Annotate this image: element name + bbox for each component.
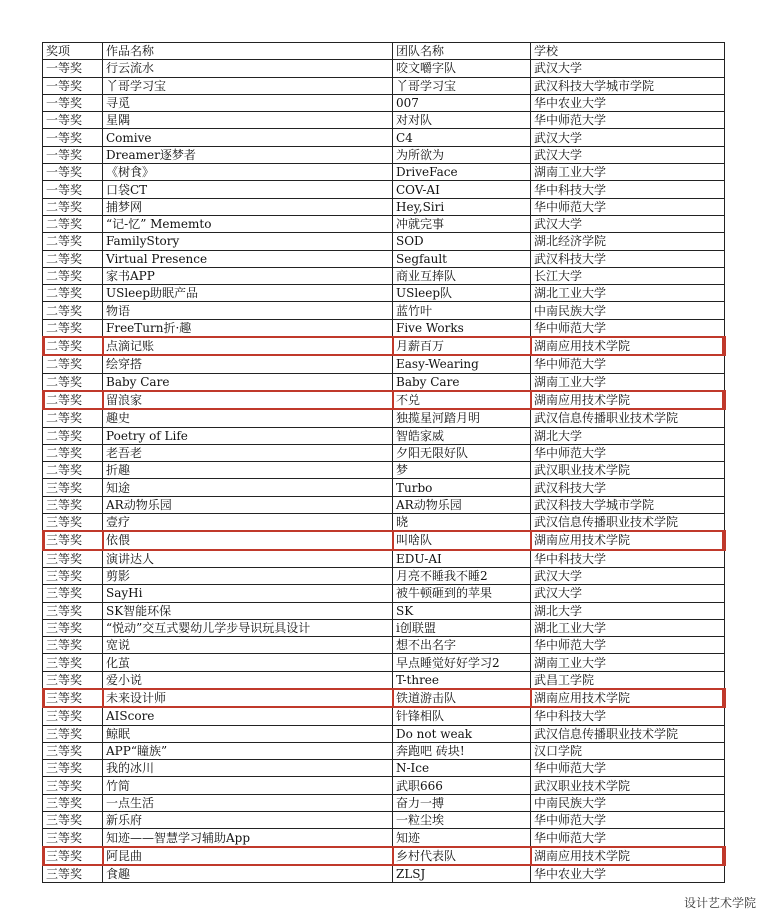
cell-work-name: 行云流水	[103, 60, 393, 77]
table-row-highlighted	[43, 689, 725, 707]
cell-work-name: 食趣	[103, 865, 393, 883]
table-body	[43, 60, 725, 883]
cell-work-name: 捕梦网	[103, 198, 393, 215]
cell-team-name: 007	[393, 94, 531, 111]
cell-work-name: 物语	[103, 302, 393, 319]
cell-work-name: Virtual Presence	[103, 250, 393, 267]
cell-work-name: 星隅	[103, 112, 393, 129]
cell-award: 三等奖	[43, 707, 103, 725]
cell-work-name: 化茧	[103, 654, 393, 671]
cell-award: 二等奖	[43, 462, 103, 479]
cell-award: 二等奖	[43, 198, 103, 215]
cell-award: 二等奖	[43, 267, 103, 284]
cell-school: 武汉职业技术学院	[531, 462, 725, 479]
cell-work-name: 留浪家	[103, 391, 393, 409]
cell-team-name: AR动物乐园	[393, 496, 531, 513]
cell-award: 三等奖	[43, 619, 103, 636]
table-row	[43, 355, 725, 373]
cell-award: 二等奖	[43, 319, 103, 337]
table-row	[43, 550, 725, 568]
table-row	[43, 637, 725, 654]
cell-award: 三等奖	[43, 760, 103, 777]
cell-award: 一等奖	[43, 181, 103, 198]
cell-award: 三等奖	[43, 865, 103, 883]
cell-school: 武汉科技大学城市学院	[531, 496, 725, 513]
cell-team-name: N-Ice	[393, 760, 531, 777]
cell-work-name: Dreamer逐梦者	[103, 146, 393, 163]
cell-team-name: 晓	[393, 514, 531, 532]
cell-school: 湖北经济学院	[531, 233, 725, 250]
cell-work-name: 丫哥学习宝	[103, 77, 393, 94]
cell-team-name: 商业互捧队	[393, 267, 531, 284]
cell-school: 华中师范大学	[531, 760, 725, 777]
cell-award: 三等奖	[43, 479, 103, 496]
cell-work-name: AR动物乐园	[103, 496, 393, 513]
table-row	[43, 302, 725, 319]
cell-award: 二等奖	[43, 302, 103, 319]
table-row	[43, 585, 725, 602]
cell-team-name: 奋力一搏	[393, 794, 531, 811]
cell-award: 三等奖	[43, 531, 103, 549]
cell-school: 华中农业大学	[531, 865, 725, 883]
cell-school: 湖北大学	[531, 427, 725, 444]
cell-work-name: 《树食》	[103, 164, 393, 181]
cell-work-name: 知迹——智慧学习辅助App	[103, 829, 393, 847]
cell-school: 中南民族大学	[531, 302, 725, 319]
cell-team-name: DriveFace	[393, 164, 531, 181]
cell-school: 湖南应用技术学院	[531, 689, 725, 707]
table-row	[43, 319, 725, 337]
cell-team-name: 一粒尘埃	[393, 812, 531, 829]
cell-team-name: 蓝竹叶	[393, 302, 531, 319]
cell-school: 湖南工业大学	[531, 164, 725, 181]
cell-award: 三等奖	[43, 671, 103, 689]
cell-award: 三等奖	[43, 812, 103, 829]
cell-team-name: 奔跑吧 砖块!	[393, 742, 531, 759]
cell-team-name: 丫哥学习宝	[393, 77, 531, 94]
table-row	[43, 146, 725, 163]
cell-award: 二等奖	[43, 250, 103, 267]
cell-work-name: 点滴记账	[103, 337, 393, 355]
cell-team-name: Turbo	[393, 479, 531, 496]
table-row	[43, 285, 725, 302]
cell-school: 武汉科技大学	[531, 479, 725, 496]
cell-work-name: Comive	[103, 129, 393, 146]
cell-school: 华中师范大学	[531, 637, 725, 654]
table-row	[43, 602, 725, 619]
cell-award: 三等奖	[43, 829, 103, 847]
watermark-text: 设计艺术学院	[683, 896, 756, 910]
cell-team-name: ZLSJ	[393, 865, 531, 883]
table-row	[43, 409, 725, 427]
cell-work-name: AIScore	[103, 707, 393, 725]
cell-school: 湖北大学	[531, 602, 725, 619]
cell-work-name: SayHi	[103, 585, 393, 602]
cell-school: 汉口学院	[531, 742, 725, 759]
cell-school: 华中师范大学	[531, 198, 725, 215]
cell-team-name: 不兑	[393, 391, 531, 409]
cell-team-name: SK	[393, 602, 531, 619]
cell-work-name: 寻觅	[103, 94, 393, 111]
cell-award: 三等奖	[43, 847, 103, 865]
cell-work-name: 趣史	[103, 409, 393, 427]
cell-school: 华中师范大学	[531, 444, 725, 461]
table-row	[43, 794, 725, 811]
cell-work-name: 口袋CT	[103, 181, 393, 198]
cell-work-name: 壹疗	[103, 514, 393, 532]
award-table	[42, 42, 725, 883]
cell-team-name: T-three	[393, 671, 531, 689]
cell-team-name: 月薪百万	[393, 337, 531, 355]
cell-team-name: C4	[393, 129, 531, 146]
cell-work-name: Baby Care	[103, 373, 393, 391]
cell-award: 二等奖	[43, 373, 103, 391]
cell-school: 华中科技大学	[531, 181, 725, 198]
table-row	[43, 267, 725, 284]
cell-work-name: USleep助眠产品	[103, 285, 393, 302]
table-row	[43, 707, 725, 725]
cell-work-name: “悦动”交互式婴幼儿学步导识玩具设计	[103, 619, 393, 636]
table-row-highlighted	[43, 847, 725, 865]
cell-work-name: 知途	[103, 479, 393, 496]
cell-award: 三等奖	[43, 794, 103, 811]
cell-award: 二等奖	[43, 391, 103, 409]
cell-work-name: 竹简	[103, 777, 393, 794]
cell-award: 三等奖	[43, 654, 103, 671]
cell-team-name: Segfault	[393, 250, 531, 267]
table-row	[43, 479, 725, 496]
cell-school: 武汉信息传播职业技术学院	[531, 725, 725, 742]
cell-school: 武汉大学	[531, 129, 725, 146]
table-row	[43, 112, 725, 129]
cell-award: 三等奖	[43, 567, 103, 584]
cell-award: 三等奖	[43, 637, 103, 654]
cell-work-name: 依偎	[103, 531, 393, 549]
cell-school: 华中科技大学	[531, 707, 725, 725]
table-row	[43, 462, 725, 479]
table-row-highlighted	[43, 531, 725, 549]
cell-work-name: 绘穿搭	[103, 355, 393, 373]
cell-work-name: 鲸眠	[103, 725, 393, 742]
cell-award: 三等奖	[43, 550, 103, 568]
cell-work-name: 折趣	[103, 462, 393, 479]
cell-team-name: Baby Care	[393, 373, 531, 391]
cell-team-name: 梦	[393, 462, 531, 479]
cell-team-name: 为所欲为	[393, 146, 531, 163]
cell-school: 湖南工业大学	[531, 373, 725, 391]
cell-school: 武汉大学	[531, 585, 725, 602]
cell-school: 武汉职业技术学院	[531, 777, 725, 794]
cell-award: 二等奖	[43, 355, 103, 373]
cell-team-name: Hey,Siri	[393, 198, 531, 215]
cell-team-name: 智皓家威	[393, 427, 531, 444]
cell-school: 华中师范大学	[531, 112, 725, 129]
table-row	[43, 496, 725, 513]
table-row	[43, 567, 725, 584]
cell-team-name: EDU-AI	[393, 550, 531, 568]
cell-team-name: 针锋相队	[393, 707, 531, 725]
cell-award: 三等奖	[43, 496, 103, 513]
table-row	[43, 215, 725, 232]
table-row	[43, 760, 725, 777]
cell-school: 武汉科技大学	[531, 250, 725, 267]
cell-team-name: 对对队	[393, 112, 531, 129]
cell-team-name: 武职666	[393, 777, 531, 794]
cell-school: 华中农业大学	[531, 94, 725, 111]
cell-award: 二等奖	[43, 215, 103, 232]
cell-work-name: 一点生活	[103, 794, 393, 811]
cell-award: 三等奖	[43, 602, 103, 619]
table-row	[43, 129, 725, 146]
cell-work-name: FreeTurn折·趣	[103, 319, 393, 337]
cell-work-name: 剪影	[103, 567, 393, 584]
cell-school: 武汉大学	[531, 146, 725, 163]
cell-team-name: i创联盟	[393, 619, 531, 636]
cell-work-name: APP“瞳族”	[103, 742, 393, 759]
table-row	[43, 829, 725, 847]
cell-school: 湖南应用技术学院	[531, 337, 725, 355]
cell-school: 湖北工业大学	[531, 619, 725, 636]
cell-school: 武汉信息传播职业技术学院	[531, 409, 725, 427]
cell-team-name: Do not weak	[393, 725, 531, 742]
table-header-row	[43, 43, 725, 60]
cell-work-name: Poetry of Life	[103, 427, 393, 444]
header-award: 奖项	[43, 43, 103, 60]
cell-award: 一等奖	[43, 112, 103, 129]
cell-award: 三等奖	[43, 742, 103, 759]
cell-team-name: USleep队	[393, 285, 531, 302]
cell-school: 湖南应用技术学院	[531, 847, 725, 865]
header-team-name: 团队名称	[393, 43, 531, 60]
cell-work-name: “记-忆” Mememto	[103, 215, 393, 232]
cell-award: 二等奖	[43, 337, 103, 355]
table-row-highlighted	[43, 391, 725, 409]
cell-team-name: 咬文嚼字队	[393, 60, 531, 77]
cell-award: 三等奖	[43, 585, 103, 602]
cell-award: 二等奖	[43, 409, 103, 427]
cell-team-name: 乡村代表队	[393, 847, 531, 865]
cell-team-name: 铁道游击队	[393, 689, 531, 707]
cell-team-name: COV-AI	[393, 181, 531, 198]
cell-work-name: 未来设计师	[103, 689, 393, 707]
cell-team-name: 早点睡觉好好学习2	[393, 654, 531, 671]
cell-award: 一等奖	[43, 60, 103, 77]
cell-team-name: 独揽星河踏月明	[393, 409, 531, 427]
header-work-name: 作品名称	[103, 43, 393, 60]
cell-team-name: 夕阳无限好队	[393, 444, 531, 461]
cell-school: 武汉大学	[531, 215, 725, 232]
cell-award: 三等奖	[43, 725, 103, 742]
cell-work-name: SK智能环保	[103, 602, 393, 619]
table-row	[43, 373, 725, 391]
table-row	[43, 777, 725, 794]
header-school: 学校	[531, 43, 725, 60]
table-row	[43, 671, 725, 689]
cell-school: 武昌工学院	[531, 671, 725, 689]
cell-work-name: 老吾老	[103, 444, 393, 461]
cell-work-name: 家书APP	[103, 267, 393, 284]
table-row	[43, 725, 725, 742]
cell-award: 一等奖	[43, 146, 103, 163]
cell-award: 二等奖	[43, 285, 103, 302]
table-row	[43, 60, 725, 77]
cell-school: 湖南应用技术学院	[531, 391, 725, 409]
cell-award: 三等奖	[43, 514, 103, 532]
cell-team-name: 月亮不睡我不睡2	[393, 567, 531, 584]
cell-team-name: 知迹	[393, 829, 531, 847]
table-row	[43, 198, 725, 215]
cell-school: 华中师范大学	[531, 319, 725, 337]
table-row	[43, 427, 725, 444]
cell-school: 武汉大学	[531, 567, 725, 584]
cell-team-name: 叫啥队	[393, 531, 531, 549]
cell-school: 中南民族大学	[531, 794, 725, 811]
cell-team-name: Easy-Wearing	[393, 355, 531, 373]
table-row	[43, 514, 725, 532]
cell-award: 一等奖	[43, 129, 103, 146]
cell-work-name: 阿昆曲	[103, 847, 393, 865]
cell-work-name: 爱小说	[103, 671, 393, 689]
cell-award: 一等奖	[43, 77, 103, 94]
table-row-highlighted	[43, 337, 725, 355]
cell-team-name: 冲就完事	[393, 215, 531, 232]
cell-work-name: 我的冰川	[103, 760, 393, 777]
cell-work-name: FamilyStory	[103, 233, 393, 250]
table-row	[43, 233, 725, 250]
cell-school: 武汉信息传播职业技术学院	[531, 514, 725, 532]
cell-school: 武汉大学	[531, 60, 725, 77]
cell-award: 二等奖	[43, 444, 103, 461]
table-row	[43, 250, 725, 267]
cell-work-name: 宽说	[103, 637, 393, 654]
table-row	[43, 619, 725, 636]
cell-team-name: 想不出名字	[393, 637, 531, 654]
cell-award: 一等奖	[43, 94, 103, 111]
cell-school: 华中师范大学	[531, 829, 725, 847]
cell-team-name: SOD	[393, 233, 531, 250]
cell-team-name: 被牛顿砸到的苹果	[393, 585, 531, 602]
table-row	[43, 742, 725, 759]
cell-school: 湖南应用技术学院	[531, 531, 725, 549]
table-row	[43, 77, 725, 94]
cell-award: 三等奖	[43, 689, 103, 707]
table-row	[43, 94, 725, 111]
cell-team-name: Five Works	[393, 319, 531, 337]
cell-school: 湖南工业大学	[531, 654, 725, 671]
cell-award: 三等奖	[43, 777, 103, 794]
cell-school: 华中师范大学	[531, 355, 725, 373]
cell-school: 长江大学	[531, 267, 725, 284]
cell-award: 二等奖	[43, 427, 103, 444]
cell-school: 湖北工业大学	[531, 285, 725, 302]
cell-work-name: 新乐府	[103, 812, 393, 829]
table-row	[43, 865, 725, 883]
cell-school: 华中科技大学	[531, 550, 725, 568]
table-row	[43, 181, 725, 198]
cell-award: 一等奖	[43, 164, 103, 181]
cell-award: 二等奖	[43, 233, 103, 250]
table-row	[43, 654, 725, 671]
cell-school: 华中师范大学	[531, 812, 725, 829]
table-row	[43, 812, 725, 829]
table-row	[43, 444, 725, 461]
cell-work-name: 演讲达人	[103, 550, 393, 568]
table-row	[43, 164, 725, 181]
cell-school: 武汉科技大学城市学院	[531, 77, 725, 94]
